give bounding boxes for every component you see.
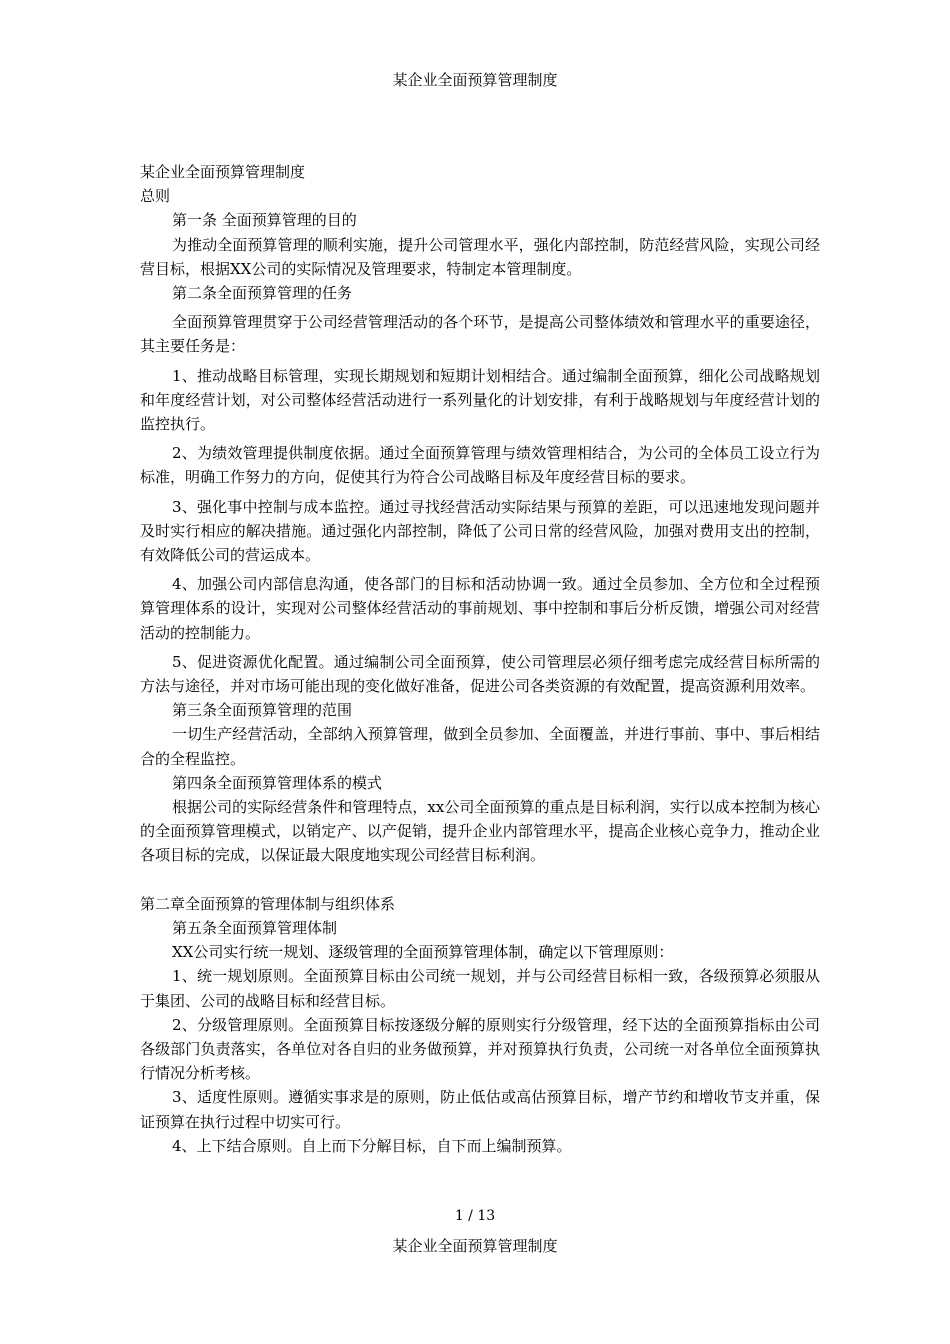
chapter-2-title: 第二章全面预算的管理体制与组织体系 bbox=[140, 894, 396, 913]
page-number: 1 / 13 bbox=[454, 1208, 496, 1224]
section-general-heading: 总则 bbox=[140, 187, 171, 206]
article-5-body: XX公司实行统一规划、逐级管理的全面预算管理体制，确定以下管理原则： bbox=[172, 943, 674, 962]
article-2-body: 全面预算管理贯穿于公司经营管理活动的各个环节，是提高公司整体绩效和管理水平的重要途径，其主要任务是： bbox=[140, 313, 820, 356]
task-item-2: 2、为绩效管理提供制度依据。通过全面预算管理与绩效管理相结合，为公司的全体员工设立行为标准，明确工作努力的方向，促使其行为符合公司战略目标及年度经营目标的要求。 bbox=[140, 444, 820, 487]
article-2-title: 第二条全面预算管理的任务 bbox=[172, 284, 353, 303]
article-4-body: 根据公司的实际经营条件和管理特点，xx公司全面预算的重点是目标利润，实行以成本控制为核心的全面预算管理模式，以销定产、以产促销，提升企业内部管理水平，提高企业核心竞争力，推动企业各项目标的完成，以保证最大限度地实现公司经营目标利润。 bbox=[140, 798, 820, 865]
task-item-3: 3、强化事中控制与成本监控。通过寻找经营活动实际结果与预算的差距，可以迅速地发现问题并及时实行相应的解决措施。通过强化内部控制，降低了公司日常的经营风险，加强对费用支出的控制，有效降低公司的营运成本。 bbox=[140, 497, 820, 565]
task-item-4: 4、加强公司内部信息沟通，使各部门的目标和活动协调一致。通过全员参加、全方位和全过程预算管理体系的设计，实现对公司整体经营活动的事前规划、事中控制和事后分析反馈，增强公司对经营活动的控制能力。 bbox=[140, 575, 820, 642]
document-body bbox=[140, 160, 820, 1158]
article-3-title: 第三条全面预算管理的范围 bbox=[172, 701, 353, 720]
task-item-1: 1、推动战略目标管理，实现长期规划和短期计划相结合。通过编制全面预算，细化公司战略规划和年度经营计划，对公司整体经营活动进行一系列量化的计划安排，有利于战略规划与年度经营计划的监控执行。 bbox=[140, 366, 820, 434]
task-item-5: 5、促进资源优化配置。通过编制公司全面预算，使公司管理层必须仔细考虑完成经营目标所需的方法与途径，并对市场可能出现的变化做好准备，促进公司各类资源的有效配置，提高资源利用效率。 bbox=[140, 652, 820, 696]
page-header-title: 某企业全面预算管理制度 bbox=[392, 71, 558, 89]
article-1-body: 为推动全面预算管理的顺利实施，提升公司管理水平，强化内部控制，防范经营风险，实现公司经营目标，根据XX公司的实际情况及管理要求，特制定本管理制度。 bbox=[140, 235, 820, 278]
principle-item-1: 1、统一规划原则。全面预算目标由公司统一规划，并与公司经营目标相一致，各级预算必须服从于集团、公司的战略目标和经营目标。 bbox=[140, 967, 820, 1010]
principle-item-3: 3、适度性原则。遵循实事求是的原则，防止低估或高估预算目标，增产节约和增收节支并重，保证预算在执行过程中切实可行。 bbox=[140, 1088, 820, 1131]
article-3-body: 一切生产经营活动，全部纳入预算管理，做到全员参加、全面覆盖，并进行事前、事中、事后相结合的全程监控。 bbox=[140, 725, 820, 768]
article-1-title: 第一条 全面预算管理的目的 bbox=[172, 211, 357, 230]
document-title: 某企业全面预算管理制度 bbox=[140, 163, 306, 181]
article-4-title: 第四条全面预算管理体系的模式 bbox=[172, 773, 383, 792]
page-footer-title: 某企业全面预算管理制度 bbox=[392, 1237, 558, 1255]
principle-item-2: 2、分级管理原则。全面预算目标按逐级分解的原则实行分级管理，经下达的全面预算指标由公司各级部门负责落实，各单位对各自归的业务做预算，并对预算执行负责，公司统一对各单位全面预算执行情况分析考核。 bbox=[140, 1015, 820, 1083]
article-5-title: 第五条全面预算管理体制 bbox=[172, 918, 338, 937]
principle-item-4: 4、上下结合原则。自上而下分解目标，自下而上编制预算。 bbox=[172, 1136, 572, 1155]
